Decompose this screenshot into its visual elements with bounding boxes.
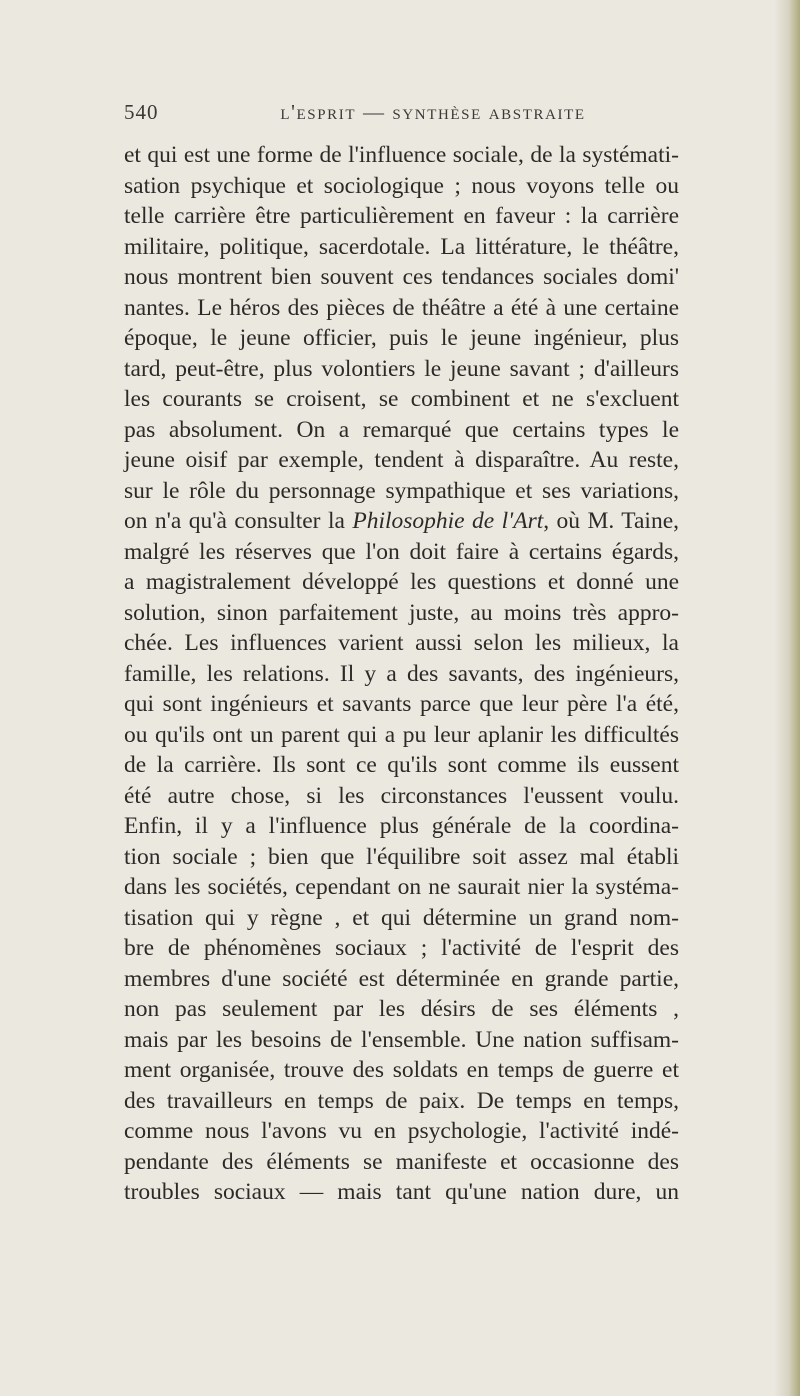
text-line <box>124 1055 679 1086</box>
text-line <box>124 506 679 537</box>
text-line-segment: mais par les besoins de l'ensemble. Une nation suffisam- <box>124 1026 679 1053</box>
text-line-segment: on n'a qu'à consulter la <box>124 508 353 534</box>
text-line <box>124 476 679 507</box>
text-line-segment: chée. Les influences varient aussi selon les milieux, la <box>124 630 679 656</box>
text-line-segment: ou qu'ils ont un parent qui a pu leur aplanir les difficultés <box>124 721 679 748</box>
text-line-segment: , où M. Taine, <box>543 508 679 534</box>
text-line-segment: a magistralement développé les questions et donné une <box>124 569 679 595</box>
text-line-segment: membres d'une société est déterminée en grande partie, <box>124 965 679 992</box>
page-number: 540 <box>124 100 159 124</box>
text-line <box>124 659 679 690</box>
text-line <box>124 445 679 476</box>
text-line <box>124 262 679 293</box>
text-line <box>124 1086 679 1117</box>
text-line <box>124 720 679 751</box>
text-line <box>124 598 679 629</box>
text-line <box>124 567 679 598</box>
text-line-segment: jeune oisif par exemple, tendent à disparaître. Au reste, <box>124 447 679 473</box>
text-line <box>124 842 679 873</box>
text-line-segment: des travailleurs en temps de paix. De temps en temps, <box>124 1087 679 1114</box>
text-line-segment: Enfin, il y a l'influence plus générale de la coordina- <box>124 813 679 839</box>
text-line <box>124 933 679 964</box>
text-line <box>124 384 679 415</box>
text-line <box>124 537 679 568</box>
text-line-segment: dans les sociétés, cependant on ne saurait nier la systéma- <box>124 874 679 900</box>
text-line-segment: telle carrière être particulièrement en faveur : la carrière <box>124 203 679 229</box>
text-line-segment: pas absolument. On a remarqué que certains types le <box>124 416 679 443</box>
text-line <box>124 232 679 263</box>
text-line <box>124 994 679 1025</box>
text-line-segment: de la carrière. Ils sont ce qu'ils sont comme ils eussent <box>124 752 679 778</box>
page-edge-shadow <box>774 0 800 1396</box>
text-line-segment: comme nous l'avons vu en psychologie, l'activité indé- <box>124 1118 679 1144</box>
text-line <box>124 171 679 202</box>
text-line-segment: ment organisée, trouve des soldats en temps de guerre et <box>124 1057 679 1083</box>
text-line-segment: solution, sinon parfaitement juste, au moins très appro- <box>124 599 679 626</box>
text-line-segment: bre de phénomènes sociaux ; l'activité de l'esprit des <box>124 935 679 961</box>
text-line-segment: troubles sociaux — mais tant qu'une nation dure, un <box>124 1179 679 1205</box>
text-line <box>124 140 679 171</box>
text-line-segment: famille, les relations. Il y a des savants, des ingénieurs, <box>124 660 679 687</box>
italic-book-title: Philosophie de l'Art <box>352 508 544 534</box>
text-line <box>124 811 679 842</box>
text-line-segment: sation psychique et sociologique ; nous voyons telle ou <box>124 172 679 199</box>
text-line-segment: qui sont ingénieurs et savants parce que leur père l'a été, <box>124 691 679 717</box>
text-line <box>124 689 679 720</box>
text-line-segment: tard, peut-être, plus volontiers le jeune savant ; d'ailleurs <box>124 355 679 382</box>
text-line <box>124 872 679 903</box>
text-line-segment: militaire, politique, sacerdotale. La littérature, le théâtre, <box>124 233 679 260</box>
running-head <box>124 100 680 136</box>
text-line-segment: et qui est une forme de l'influence sociale, de la systémati- <box>124 142 679 168</box>
text-line <box>124 750 679 781</box>
text-line-segment: nantes. Le héros des pièces de théâtre a été à une certaine <box>124 294 679 321</box>
text-line <box>124 964 679 995</box>
text-line-segment: nous montrent bien souvent ces tendances sociales domi' <box>124 264 679 290</box>
text-line-segment: sur le rôle du personnage sympathique et ses variations, <box>124 477 679 504</box>
text-line-segment: tisation qui y règne , et qui détermine un grand nom- <box>124 904 679 931</box>
text-line <box>124 323 679 354</box>
text-line <box>124 415 679 446</box>
text-line <box>124 1177 679 1208</box>
text-line <box>124 1116 679 1147</box>
text-line-segment: malgré les réserves que l'on doit faire à certains égards, <box>124 538 679 565</box>
text-line-segment: pendante des éléments se manifeste et occasionne des <box>124 1148 679 1175</box>
text-line-segment: été autre chose, si les circonstances l'eussent voulu. <box>124 782 679 809</box>
text-line <box>124 1025 679 1056</box>
text-line <box>124 903 679 934</box>
text-line <box>124 781 679 812</box>
text-line <box>124 354 679 385</box>
text-line <box>124 201 679 232</box>
text-line-segment: tion sociale ; bien que l'équilibre soit assez mal établi <box>124 843 679 870</box>
text-line <box>124 628 679 659</box>
text-line <box>124 293 679 324</box>
text-line-segment: les courants se croisent, se combinent et ne s'excluent <box>124 386 679 412</box>
text-line-segment: époque, le jeune officier, puis le jeune ingénieur, plus <box>124 325 679 351</box>
text-line <box>124 1147 679 1178</box>
text-line-segment: non pas seulement par les désirs de ses éléments , <box>124 996 679 1022</box>
body-text <box>124 140 704 1208</box>
running-title: l'esprit — synthèse abstraite <box>280 100 586 124</box>
